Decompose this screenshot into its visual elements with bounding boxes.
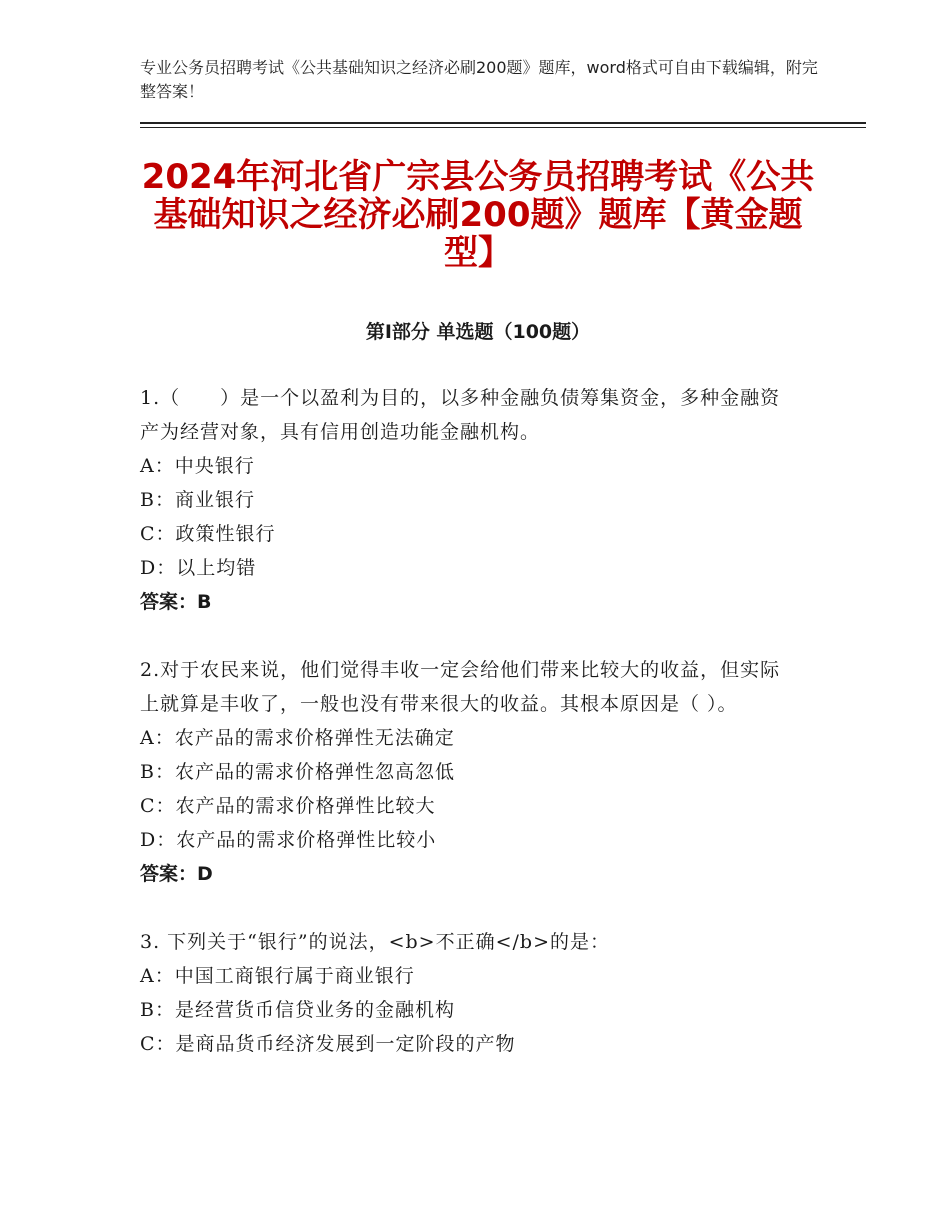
- document-header: 专业公务员招聘考试《公共基础知识之经济必刷200题》题库，word格式可自由下载编辑，附完整答案！: [140, 58, 818, 101]
- option-c: C：是商品货币经济发展到一定阶段的产物: [140, 1033, 516, 1055]
- question-1: [140, 381, 800, 619]
- option-b: B：商业银行: [140, 489, 255, 511]
- question-3: [140, 925, 800, 1061]
- header-rule-thin: [140, 127, 866, 128]
- answer: 答案：D: [140, 863, 213, 885]
- section-heading: 第I部分 单选题（100题）: [365, 321, 591, 343]
- document-title: 2024年河北省广宗县公务员招聘考试《公共基础知识之经济必刷200题》题库【黄金题型】: [141, 157, 815, 273]
- option-a: A：中央银行: [140, 455, 255, 477]
- question-list: [140, 381, 800, 1061]
- option-d: D：以上均错: [140, 557, 257, 579]
- option-a: A：中国工商银行属于商业银行: [140, 965, 415, 987]
- question-stem: 2.对于农民来说，他们觉得丰收一定会给他们带来比较大的收益，但实际上就算是丰收了，一般也没有带来很大的收益。其根本原因是（ ）。: [140, 659, 781, 715]
- option-c: C：政策性银行: [140, 523, 276, 545]
- option-c: C：农产品的需求价格弹性比较大: [140, 795, 436, 817]
- question-2: [140, 653, 800, 891]
- option-d: D：农产品的需求价格弹性比较小: [140, 829, 437, 851]
- option-a: A：农产品的需求价格弹性无法确定: [140, 727, 455, 749]
- option-b: B：农产品的需求价格弹性忽高忽低: [140, 761, 455, 783]
- question-stem: 1.（ ）是一个以盈利为目的，以多种金融负债筹集资金，多种金融资产为经营对象，具有信用创造功能金融机构。: [140, 387, 781, 443]
- header-rule-thick: [140, 122, 866, 124]
- option-b: B：是经营货币信贷业务的金融机构: [140, 999, 455, 1021]
- question-stem: 3. 下列关于“银行”的说法，<b>不正确</b>的是：: [140, 931, 611, 953]
- answer: 答案：B: [140, 591, 212, 613]
